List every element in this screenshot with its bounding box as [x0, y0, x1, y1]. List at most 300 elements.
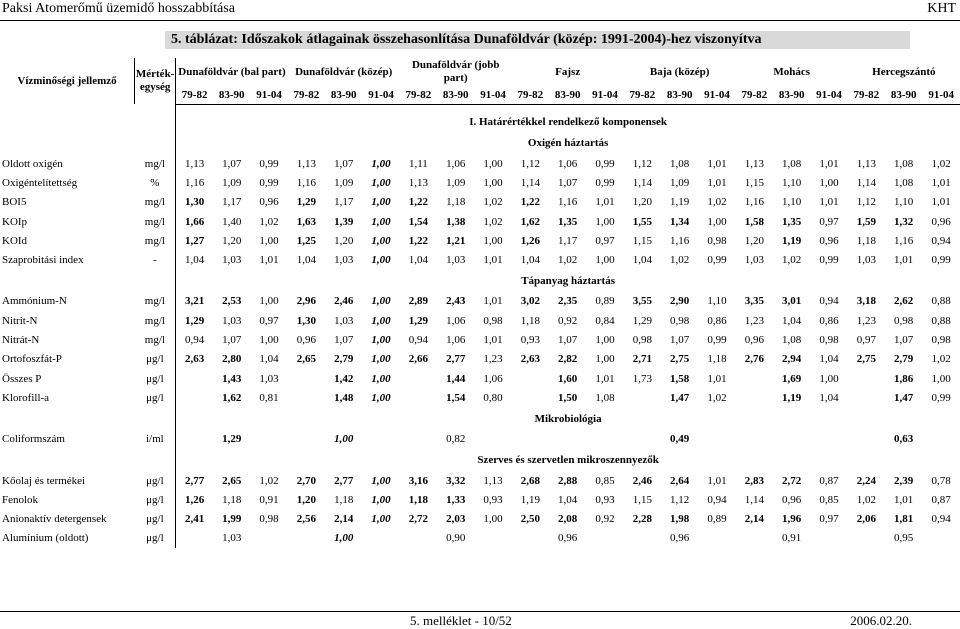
- table-row: [0, 388, 960, 407]
- header-period: 91-04: [922, 86, 960, 104]
- value-cell: [250, 430, 287, 449]
- value-cell: 1,02: [558, 254, 578, 267]
- row-label: Nitrit-N: [2, 314, 38, 327]
- value-cell: [736, 369, 773, 388]
- value-cell: 1,17: [334, 196, 354, 209]
- value-cell: 1,08: [595, 391, 615, 404]
- value-cell: 1,03: [222, 532, 242, 545]
- value-cell: [362, 430, 399, 449]
- value-cell: 2,08: [558, 513, 578, 526]
- value-cell: 2,75: [670, 353, 690, 366]
- header-right: KHT: [927, 1, 956, 16]
- value-cell: 0,98: [483, 314, 503, 327]
- value-cell: 0,88: [931, 314, 951, 327]
- value-cell: 1,58: [744, 215, 764, 228]
- value-cell: 1,20: [632, 196, 652, 209]
- value-cell: [848, 369, 885, 388]
- value-cell: 2,63: [184, 353, 205, 366]
- value-cell: 1,02: [259, 474, 279, 487]
- value-cell: 1,04: [782, 314, 802, 327]
- table-row: [0, 193, 960, 212]
- header-site: Dunaföldvár (jobb part): [411, 59, 500, 84]
- header-period: 79-82: [848, 86, 885, 104]
- value-cell: 0,81: [259, 391, 279, 404]
- value-cell: 0,99: [259, 157, 279, 170]
- value-cell: 2,77: [446, 353, 466, 366]
- value-cell: 1,00: [371, 314, 391, 327]
- row-label: KOId: [2, 234, 28, 247]
- value-cell: 2,96: [296, 295, 316, 308]
- table-row: [0, 490, 960, 509]
- value-cell: 1,18: [707, 353, 727, 366]
- value-cell: 1,21: [446, 234, 466, 247]
- value-cell: 1,08: [670, 157, 690, 170]
- section-title: Mikrobiológia: [534, 412, 602, 425]
- value-cell: 0,94: [184, 334, 205, 347]
- value-cell: 3,18: [856, 295, 876, 308]
- value-cell: [736, 529, 773, 548]
- value-cell: 1,60: [558, 372, 578, 385]
- header-site: Dunaföldvár (közép): [295, 65, 393, 78]
- row-label: Összes P: [2, 372, 42, 385]
- value-cell: 2,72: [782, 474, 802, 487]
- value-cell: 3,35: [744, 295, 764, 308]
- value-cell: 0,96: [744, 334, 764, 347]
- table-row: [0, 154, 960, 173]
- header-period: 91-04: [250, 86, 287, 104]
- table-row: [0, 369, 960, 388]
- value-cell: 2,50: [520, 513, 540, 526]
- row-label: Ammónium-N: [2, 295, 67, 308]
- value-cell: 1,00: [595, 353, 615, 366]
- header-site: Baja (közép): [649, 65, 710, 78]
- value-cell: 1,01: [707, 474, 727, 487]
- value-cell: 1,00: [819, 176, 839, 189]
- value-cell: 1,19: [782, 234, 802, 247]
- value-cell: 1,06: [558, 157, 578, 170]
- section-title: Tápanyag háztartás: [521, 274, 615, 287]
- value-cell: 1,16: [670, 234, 690, 247]
- value-cell: 1,22: [408, 196, 428, 209]
- value-cell: 1,08: [782, 157, 802, 170]
- value-cell: 1,23: [483, 353, 503, 366]
- value-cell: [400, 430, 437, 449]
- row-label: Anionaktív detergensek: [2, 513, 107, 526]
- value-cell: 1,15: [632, 493, 652, 506]
- value-cell: 1,00: [371, 474, 391, 487]
- header-site: Hercegszántó: [872, 65, 936, 78]
- value-cell: 2,43: [446, 295, 466, 308]
- value-cell: 1,16: [558, 196, 578, 209]
- section-title: Szerves és szervetlen mikroszennyezők: [477, 453, 659, 466]
- value-cell: 1,01: [483, 254, 503, 267]
- value-cell: 2,77: [334, 474, 354, 487]
- header-site: Fajsz: [555, 65, 581, 78]
- value-cell: 1,13: [408, 176, 428, 189]
- value-cell: 0,91: [259, 493, 279, 506]
- value-cell: 1,39: [334, 215, 354, 228]
- value-cell: 1,18: [334, 493, 354, 506]
- value-cell: 1,03: [259, 372, 279, 385]
- row-label: BOI5: [2, 196, 27, 209]
- table-row: [0, 311, 960, 330]
- value-cell: 1,86: [894, 372, 914, 385]
- row-unit: μg/l: [135, 509, 176, 528]
- header-period: 79-82: [736, 86, 773, 104]
- value-cell: 2,66: [408, 353, 428, 366]
- value-cell: 1,07: [558, 176, 578, 189]
- value-cell: [400, 388, 437, 407]
- value-cell: 1,19: [670, 196, 690, 209]
- value-cell: 1,35: [558, 215, 578, 228]
- row-label: Nitrát-N: [2, 334, 40, 347]
- row-label: Kőolaj és termékei: [2, 474, 86, 487]
- value-cell: 2,41: [184, 513, 205, 526]
- value-cell: 1,00: [259, 334, 279, 347]
- value-cell: 1,07: [670, 334, 690, 347]
- value-cell: 2,79: [894, 353, 914, 366]
- value-cell: 1,20: [296, 493, 316, 506]
- value-cell: 1,00: [371, 157, 391, 170]
- value-cell: 0,96: [296, 334, 316, 347]
- value-cell: 2,79: [334, 353, 354, 366]
- value-cell: 2,39: [894, 474, 914, 487]
- value-cell: 0,85: [819, 493, 839, 506]
- header-period: 83-90: [885, 86, 922, 104]
- value-cell: 1,00: [819, 372, 839, 385]
- value-cell: 1,16: [744, 196, 764, 209]
- value-cell: 1,01: [819, 157, 839, 170]
- value-cell: 1,02: [259, 215, 279, 228]
- value-cell: 1,02: [483, 196, 503, 209]
- value-cell: 1,59: [856, 215, 876, 228]
- value-cell: 1,03: [334, 254, 354, 267]
- footer-rule: [0, 611, 960, 612]
- value-cell: 0,98: [632, 334, 652, 347]
- value-cell: 0,97: [819, 513, 839, 526]
- value-cell: 1,18: [446, 196, 466, 209]
- value-cell: 2,68: [520, 474, 540, 487]
- value-cell: 1,00: [483, 176, 503, 189]
- value-cell: 0,92: [558, 314, 578, 327]
- row-label: Oldott oxigén: [2, 157, 63, 170]
- value-cell: 1,20: [334, 234, 354, 247]
- value-cell: 0,80: [483, 391, 503, 404]
- header-period: 91-04: [474, 86, 511, 104]
- value-cell: 2,53: [222, 295, 242, 308]
- value-cell: 1,62: [520, 215, 540, 228]
- value-cell: 1,14: [520, 176, 540, 189]
- value-cell: 0,63: [894, 433, 914, 446]
- table-row: [0, 471, 960, 490]
- value-cell: 1,04: [632, 254, 652, 267]
- table-row: [0, 292, 960, 311]
- row-unit: μg/l: [135, 490, 176, 509]
- value-cell: 2,83: [744, 474, 764, 487]
- value-cell: 1,96: [782, 513, 802, 526]
- value-cell: 0,90: [446, 532, 466, 545]
- row-unit: mg/l: [135, 231, 176, 250]
- value-cell: 2,70: [296, 474, 316, 487]
- row-label: Szaprobitási index: [2, 254, 84, 267]
- value-cell: 1,54: [408, 215, 428, 228]
- header-rule: [0, 20, 960, 21]
- value-cell: [400, 529, 437, 548]
- value-cell: 2,89: [408, 295, 428, 308]
- value-cell: [512, 388, 549, 407]
- value-cell: [698, 529, 735, 548]
- header-period: 79-82: [288, 86, 325, 104]
- value-cell: 1,00: [371, 391, 391, 404]
- value-cell: 1,01: [931, 176, 951, 189]
- table-row: [0, 509, 960, 528]
- header-period: 83-90: [661, 86, 698, 104]
- value-cell: 1,08: [782, 334, 802, 347]
- value-cell: 0,99: [931, 254, 951, 267]
- value-cell: 0,92: [595, 513, 615, 526]
- value-cell: 0,98: [670, 314, 690, 327]
- value-cell: 1,04: [819, 353, 839, 366]
- value-cell: [176, 430, 213, 449]
- header-period: 91-04: [698, 86, 735, 104]
- row-label: Coliformszám: [2, 433, 65, 446]
- value-cell: 2,71: [632, 353, 652, 366]
- header-period: 83-90: [325, 86, 362, 104]
- value-cell: 1,50: [558, 391, 578, 404]
- value-cell: 0,96: [782, 493, 802, 506]
- header-period: 83-90: [773, 86, 810, 104]
- value-cell: 0,93: [483, 493, 503, 506]
- value-cell: 1,17: [558, 234, 578, 247]
- value-cell: 1,00: [259, 295, 279, 308]
- value-cell: 1,03: [222, 254, 242, 267]
- value-cell: 1,29: [222, 433, 242, 446]
- value-cell: 1,00: [595, 215, 615, 228]
- table-caption: 5. táblázat: Időszakok átlagainak összehasonlítása Dunaföldvár (közép: 1991-2004)-hez viszonyítva: [165, 31, 910, 49]
- value-cell: 1,98: [670, 513, 690, 526]
- value-cell: 0,85: [595, 474, 615, 487]
- value-cell: 1,19: [520, 493, 540, 506]
- row-unit: mg/l: [135, 212, 176, 231]
- value-cell: 0,96: [558, 532, 578, 545]
- row-unit: i/ml: [135, 430, 176, 449]
- value-cell: 1,19: [782, 391, 802, 404]
- value-cell: 2,76: [744, 353, 764, 366]
- value-cell: 1,00: [371, 493, 391, 506]
- value-cell: 3,55: [632, 295, 652, 308]
- value-cell: 1,04: [408, 254, 428, 267]
- table-row: [0, 173, 960, 192]
- value-cell: 1,54: [446, 391, 466, 404]
- value-cell: 3,02: [520, 295, 540, 308]
- row-unit: mg/l: [135, 154, 176, 173]
- table-row: [0, 529, 960, 548]
- value-cell: 1,03: [744, 254, 764, 267]
- value-cell: 1,00: [371, 295, 391, 308]
- value-cell: 1,29: [184, 314, 205, 327]
- value-cell: 1,07: [894, 334, 914, 347]
- value-cell: 1,00: [595, 334, 615, 347]
- footer-center: 5. melléklet - 10/52: [410, 613, 512, 628]
- value-cell: 1,20: [222, 234, 242, 247]
- value-cell: 1,27: [184, 234, 205, 247]
- row-label: Fenolok: [2, 493, 39, 506]
- value-cell: [698, 430, 735, 449]
- value-cell: 0,96: [931, 215, 951, 228]
- value-cell: 1,43: [222, 372, 242, 385]
- value-cell: 1,16: [184, 176, 205, 189]
- value-cell: 0,94: [819, 295, 839, 308]
- value-cell: [176, 369, 213, 388]
- value-cell: 1,55: [632, 215, 652, 228]
- value-cell: 1,00: [371, 334, 391, 347]
- value-cell: [512, 529, 549, 548]
- value-cell: 1,26: [520, 234, 540, 247]
- value-cell: 1,00: [371, 254, 391, 267]
- value-cell: 1,20: [744, 234, 764, 247]
- value-cell: 1,33: [446, 493, 466, 506]
- header-period: 83-90: [213, 86, 250, 104]
- row-unit: μg/l: [135, 350, 176, 369]
- header-period: 79-82: [624, 86, 661, 104]
- value-cell: 2,82: [558, 353, 578, 366]
- value-cell: [736, 388, 773, 407]
- value-cell: 3,21: [184, 295, 205, 308]
- value-cell: 1,34: [670, 215, 690, 228]
- value-cell: 0,99: [931, 391, 951, 404]
- value-cell: 2,24: [856, 474, 876, 487]
- value-cell: [549, 430, 586, 449]
- value-cell: 1,10: [707, 295, 727, 308]
- value-cell: 1,12: [670, 493, 690, 506]
- value-cell: 2,14: [744, 513, 764, 526]
- value-cell: [736, 430, 773, 449]
- value-cell: 1,00: [371, 234, 391, 247]
- value-cell: 0,94: [707, 493, 727, 506]
- value-cell: 2,64: [670, 474, 690, 487]
- value-cell: 0,86: [707, 314, 727, 327]
- value-cell: 1,10: [782, 176, 802, 189]
- value-cell: 2,72: [408, 513, 428, 526]
- value-cell: 1,10: [894, 196, 914, 209]
- table-row: [0, 430, 960, 449]
- row-unit: mg/l: [135, 292, 176, 311]
- value-cell: 1,12: [520, 157, 540, 170]
- comparison-table: [0, 58, 960, 548]
- value-cell: 1,23: [744, 314, 764, 327]
- value-cell: 2,03: [446, 513, 466, 526]
- value-cell: 1,00: [483, 513, 503, 526]
- value-cell: 1,00: [371, 372, 391, 385]
- value-cell: 1,69: [782, 372, 802, 385]
- value-cell: 0,99: [595, 157, 615, 170]
- value-cell: 0,98: [894, 314, 914, 327]
- value-cell: 1,18: [222, 493, 242, 506]
- value-cell: 0,95: [894, 532, 914, 545]
- value-cell: 0,93: [595, 493, 615, 506]
- value-cell: 1,38: [446, 215, 466, 228]
- value-cell: 1,01: [894, 493, 914, 506]
- row-label: KOIp: [2, 215, 28, 228]
- value-cell: 0,94: [931, 234, 951, 247]
- value-cell: 3,32: [446, 474, 466, 487]
- value-cell: [848, 388, 885, 407]
- value-cell: 1,03: [222, 314, 242, 327]
- value-cell: 1,00: [707, 215, 727, 228]
- value-cell: [176, 388, 213, 407]
- row-unit: mg/l: [135, 330, 176, 349]
- row-unit: μg/l: [135, 529, 176, 548]
- value-cell: 1,04: [520, 254, 540, 267]
- value-cell: 1,18: [408, 493, 428, 506]
- value-cell: 1,30: [184, 196, 205, 209]
- value-cell: 0,82: [446, 433, 466, 446]
- value-cell: 1,01: [707, 372, 727, 385]
- header-period: 79-82: [512, 86, 549, 104]
- page-header: [0, 0, 960, 18]
- value-cell: 1,14: [856, 176, 876, 189]
- value-cell: 1,04: [558, 493, 578, 506]
- value-cell: 2,65: [296, 353, 316, 366]
- row-unit: μg/l: [135, 471, 176, 490]
- value-cell: 1,02: [707, 196, 727, 209]
- value-cell: 1,08: [894, 157, 914, 170]
- row-unit: %: [135, 173, 176, 192]
- value-cell: 1,01: [819, 196, 839, 209]
- value-cell: 0,96: [259, 196, 279, 209]
- value-cell: [400, 369, 437, 388]
- footer-right: 2006.02.20.: [850, 613, 912, 628]
- value-cell: 1,48: [334, 391, 354, 404]
- value-cell: 1,29: [632, 314, 652, 327]
- value-cell: 1,01: [259, 254, 279, 267]
- value-cell: 2,56: [296, 513, 316, 526]
- value-cell: 0,97: [259, 314, 279, 327]
- value-cell: 1,02: [931, 157, 951, 170]
- value-cell: 0,99: [819, 254, 839, 267]
- header-left: Paksi Atomerőmű üzemidő hosszabbítása: [2, 1, 235, 16]
- value-cell: 1,13: [744, 157, 764, 170]
- row-unit: mg/l: [135, 193, 176, 212]
- value-cell: 1,40: [222, 215, 242, 228]
- value-cell: [288, 388, 325, 407]
- value-cell: 1,00: [371, 353, 391, 366]
- value-cell: 0,99: [707, 334, 727, 347]
- value-cell: 1,04: [259, 353, 279, 366]
- row-unit: μg/l: [135, 369, 176, 388]
- value-cell: [922, 529, 960, 548]
- value-cell: 1,14: [744, 493, 764, 506]
- value-cell: 3,01: [782, 295, 802, 308]
- value-cell: 2,46: [334, 295, 354, 308]
- value-cell: 1,13: [856, 157, 876, 170]
- value-cell: 0,97: [595, 234, 615, 247]
- value-cell: 0,98: [931, 334, 951, 347]
- value-cell: 1,06: [483, 372, 503, 385]
- value-cell: 1,00: [595, 254, 615, 267]
- value-cell: 1,18: [856, 234, 876, 247]
- value-cell: 1,09: [670, 176, 690, 189]
- value-cell: 1,00: [483, 157, 503, 170]
- value-cell: 1,08: [894, 176, 914, 189]
- value-cell: [624, 388, 661, 407]
- header-period: 91-04: [362, 86, 399, 104]
- value-cell: 2,28: [632, 513, 652, 526]
- header-period: 83-90: [549, 86, 586, 104]
- value-cell: 1,12: [856, 196, 876, 209]
- value-cell: 1,04: [184, 254, 205, 267]
- value-cell: 1,14: [632, 176, 652, 189]
